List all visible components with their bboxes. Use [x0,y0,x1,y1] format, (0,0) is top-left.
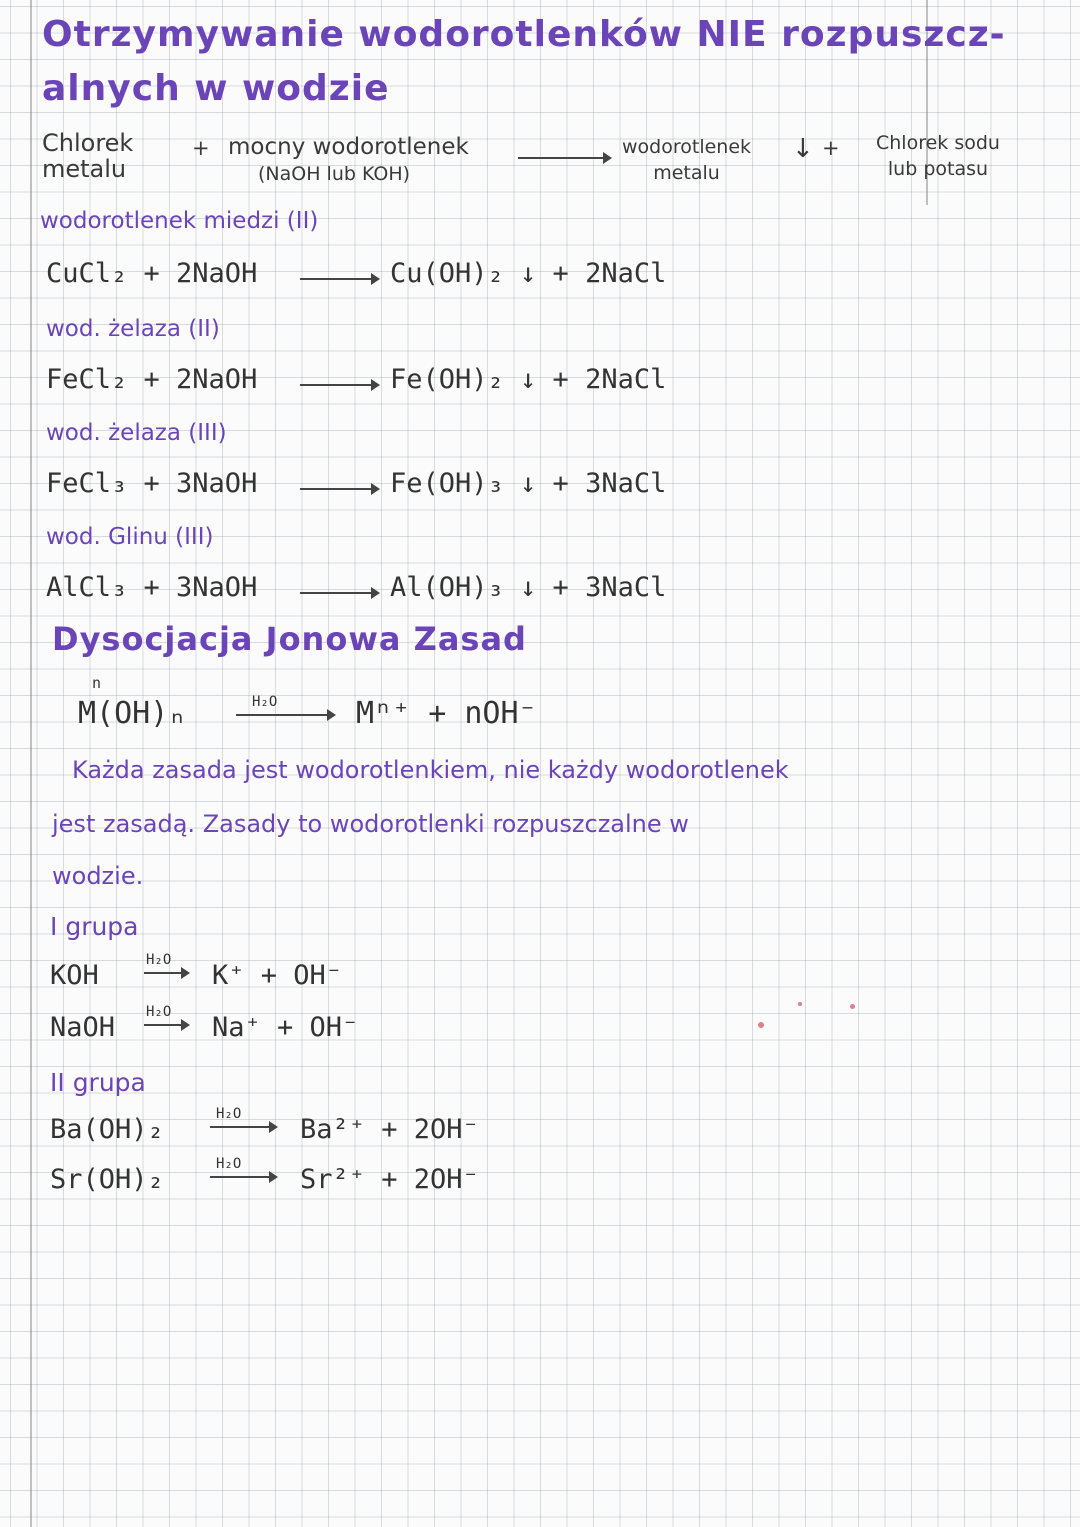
general-equation-lhs: M(OH)ₙ [78,696,187,731]
reaction-arrow [300,592,372,594]
reaction-heading: wod. żelaza (III) [46,420,227,446]
reaction-lhs: AlCl₃ + 3NaOH [46,572,258,603]
scheme-reactant2: mocny wodorotlenek [228,134,469,160]
scheme-reactant2-note: (NaOH lub KOH) [258,163,411,185]
group-label: I grupa [50,912,139,941]
group-equation-lhs: Ba(OH)₂ [50,1114,164,1145]
general-equation-charge: n [92,674,102,692]
group-equation-lhs: NaOH [50,1012,116,1043]
general-equation-over-arrow: H₂O [252,694,278,710]
reaction-rhs: Fe(OH)₃ ↓ + 3NaCl [390,468,667,499]
group-equation-over-arrow: H₂O [216,1106,242,1122]
red-ink-mark [758,1022,764,1028]
left-margin-line [30,0,32,1527]
page-title-line1: Otrzymywanie wodorotlenków NIE rozpuszcz- [42,14,1006,55]
note-line3: wodzie. [52,862,144,890]
group-equation-lhs: Sr(OH)₂ [50,1164,164,1195]
reaction-arrow [300,488,372,490]
dissociation-title: Dysocjacja Jonowa Zasad [52,620,527,658]
reaction-arrow [300,384,372,386]
group-equation-arrow [144,972,182,974]
general-equation-arrow [236,714,328,716]
group-equation-rhs: Sr²⁺ + 2OH⁻ [300,1164,479,1195]
reaction-rhs: Cu(OH)₂ ↓ + 2NaCl [390,258,667,289]
group-equation-arrow [210,1176,270,1178]
scheme-precipitate-symbol: ↓ [792,134,814,164]
group-equation-over-arrow: H₂O [146,952,172,968]
reaction-rhs: Al(OH)₃ ↓ + 3NaCl [390,572,667,603]
scheme-arrow [518,157,604,159]
reaction-lhs: CuCl₂ + 2NaOH [46,258,258,289]
red-ink-mark [850,1004,855,1009]
reaction-lhs: FeCl₃ + 3NaOH [46,468,258,499]
scheme-product1: wodorotlenek metalu [622,136,752,184]
general-equation-rhs: Mⁿ⁺ + nOH⁻ [356,696,537,731]
group-equation-rhs: Ba²⁺ + 2OH⁻ [300,1114,479,1145]
scheme-product2: Chlorek sodu lub potasu [876,132,1000,180]
group-equation-rhs: K⁺ + OH⁻ [212,960,343,991]
group-equation-over-arrow: H₂O [216,1156,242,1172]
group-equation-rhs: Na⁺ + OH⁻ [212,1012,359,1043]
page-title-line2: alnych w wodzie [42,68,390,109]
reaction-lhs: FeCl₂ + 2NaOH [46,364,258,395]
reaction-heading: wod. żelaza (II) [46,316,220,342]
red-ink-mark [798,1002,802,1006]
reaction-rhs: Fe(OH)₂ ↓ + 2NaCl [390,364,667,395]
reaction-heading: wodorotlenek miedzi (II) [40,208,319,234]
reaction-arrow [300,278,372,280]
scheme-plus2: + [822,136,840,160]
group-equation-arrow [210,1126,270,1128]
group-equation-lhs: KOH [50,960,99,991]
group-equation-arrow [144,1024,182,1026]
scheme-reactant1: Chlorek metalu [42,129,134,183]
group-equation-over-arrow: H₂O [146,1004,172,1020]
reaction-heading: wod. Glinu (III) [46,524,214,550]
note-line2: jest zasadą. Zasady to wodorotlenki rozpuszczalne w [52,810,689,838]
note-line1: Każda zasada jest wodorotlenkiem, nie każdy wodorotlenek [72,756,789,784]
scheme-plus1: + [192,136,210,160]
group-label: II grupa [50,1068,146,1097]
